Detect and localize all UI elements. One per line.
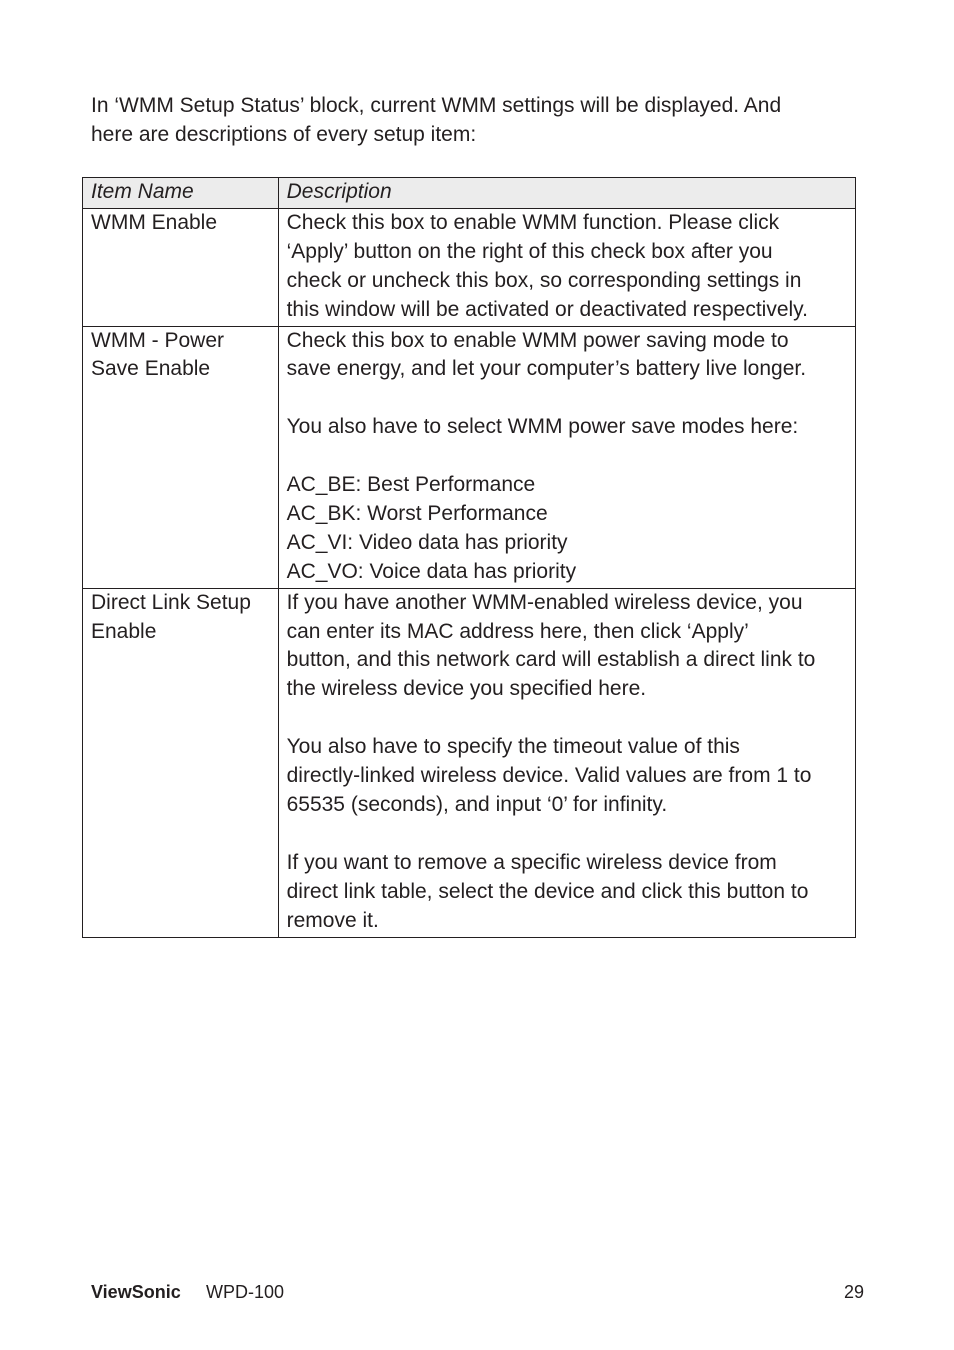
description-cell <box>278 326 855 588</box>
item-name-line: WMM - Power <box>91 328 224 352</box>
mode-item: AC_BK: Worst Performance <box>286 501 548 525</box>
description-line: button, and this network card will establish a direct link to <box>286 648 816 672</box>
description-paragraph <box>287 413 855 442</box>
description-line: Check this box to enable WMM power saving mode to <box>286 328 789 352</box>
description-cell <box>278 588 855 937</box>
description-line: If you have another WMM-enabled wireless device, you <box>286 590 803 614</box>
intro-paragraph <box>91 91 861 149</box>
description-line: Check this box to enable WMM function. Please click <box>286 210 780 234</box>
table-row <box>83 208 856 326</box>
intro-line: here are descriptions of every setup item: <box>91 123 477 146</box>
table-header-row <box>83 178 856 209</box>
mode-item: AC_VI: Video data has priority <box>286 530 568 554</box>
item-name-line: WMM Enable <box>91 210 218 234</box>
description-line: You also have to select WMM power save modes here: <box>286 415 799 439</box>
description-line: directly-linked wireless device. Valid values are from 1 to <box>286 764 812 788</box>
description-line: You also have to specify the timeout value of this <box>286 735 740 759</box>
description-line: direct link table, select the device and click this button to <box>286 879 809 903</box>
item-name-cell <box>83 588 279 937</box>
item-name-cell <box>83 326 279 588</box>
description-line: If you want to remove a specific wireless device from <box>286 850 777 874</box>
page-number: 29 <box>843 1282 864 1302</box>
intro-line: In ‘WMM Setup Status’ block, current WMM settings will be displayed. And <box>91 94 782 117</box>
description-paragraph <box>287 733 855 820</box>
description-line: remove it. <box>286 908 379 932</box>
mode-item: AC_VO: Voice data has priority <box>286 559 577 583</box>
description-paragraph <box>287 209 855 325</box>
description-line: ‘Apply’ button on the right of this check box after you <box>286 239 773 263</box>
header-item-name: Item Name <box>83 178 279 209</box>
mode-list <box>287 471 855 587</box>
mode-item: AC_BE: Best Performance <box>286 473 536 497</box>
setup-items-table <box>82 177 856 938</box>
description-line: 65535 (seconds), and input ‘0’ for infinity. <box>286 792 668 816</box>
description-line: save energy, and let your computer’s battery live longer. <box>286 357 807 381</box>
footer-model: WPD-100 <box>206 1282 285 1302</box>
footer-brand: ViewSonic <box>91 1282 181 1302</box>
table-row <box>83 588 856 937</box>
description-paragraph <box>287 849 855 936</box>
header-description: Description <box>278 178 855 209</box>
description-paragraph <box>287 327 855 385</box>
description-paragraph <box>287 589 855 705</box>
description-cell <box>278 208 855 326</box>
item-name-cell <box>83 208 279 326</box>
item-name-line: Enable <box>91 619 157 643</box>
item-name-line: Save Enable <box>91 357 211 381</box>
item-name-line: Direct Link Setup <box>91 590 251 614</box>
table-row <box>83 326 856 588</box>
description-line: check or uncheck this box, so corresponding settings in <box>286 268 802 292</box>
description-line: the wireless device you specified here. <box>286 677 647 701</box>
description-line: can enter its MAC address here, then click ‘Apply’ <box>286 619 749 643</box>
description-line: this window will be activated or deactivated respectively. <box>286 297 808 321</box>
